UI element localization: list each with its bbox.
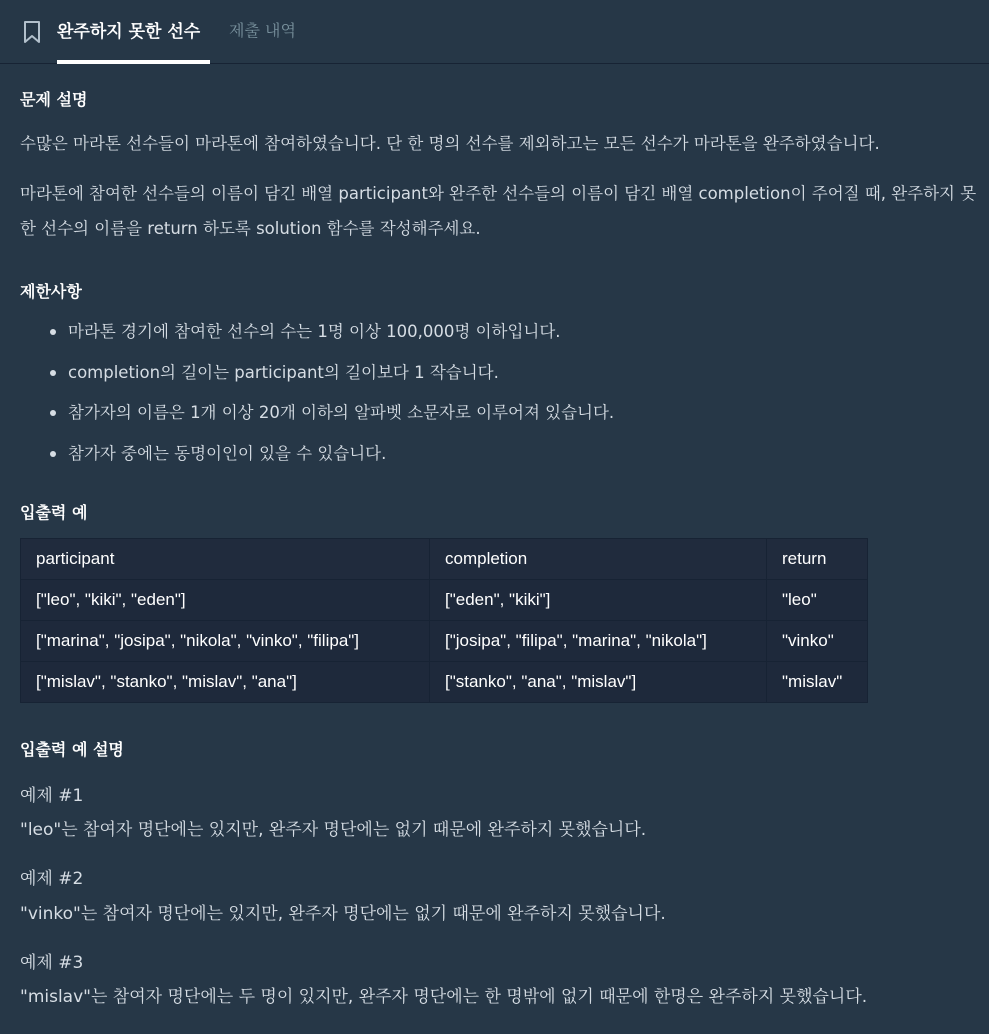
table-row [21,662,868,703]
column-header: participant [21,539,430,580]
description-paragraph-1: 수많은 마라톤 선수들이 마라톤에 참여하였습니다. 단 한 명의 선수를 제외하고는 모든 선수가 마라톤을 완주하였습니다. [20,134,880,153]
example-3-text: "mislav"는 참여자 명단에는 두 명이 있지만, 완주자 명단에는 한 명밖에 없기 때문에 한명은 완주하지 못했습니다. [20,987,868,1007]
column-header: completion [430,539,767,580]
table-header-row [21,539,868,580]
description-paragraph-2: 마라톤에 참여한 선수들의 이름이 담긴 배열 participant와 완주한 선수들의 이름이 담긴 배열 completion이 주어질 때, 완주하지 못한 선수의 이름을 return 하도록 solution 함수를 작성해주세요. [20,184,977,238]
active-tab-indicator [57,60,210,64]
constraints-list [48,320,614,482]
example-1-text: "leo"는 참여자 명단에는 있지만, 완주자 명단에는 없기 때문에 완주하지 못했습니다. [20,820,647,840]
tab-bar [0,0,989,64]
table-row [21,621,868,662]
constraints-heading: 제한사항 [20,282,82,301]
table-cell: "mislav" [767,662,868,703]
description-heading: 문제 설명 [20,90,88,109]
explanations-heading: 입출력 예 설명 [20,740,124,759]
table-cell: ["eden", "kiki"] [430,580,767,621]
example-3-title: 예제 #3 [20,953,84,973]
examples-heading: 입출력 예 [20,503,88,522]
examples-table [20,538,868,703]
column-header: return [767,539,868,580]
table-cell: ["marina", "josipa", "nikola", "vinko", "filipa"] [21,621,430,662]
tab-problem[interactable]: 완주하지 못한 선수 [57,22,201,42]
example-2-text: "vinko"는 참여자 명단에는 있지만, 완주자 명단에는 없기 때문에 완주하지 못했습니다. [20,904,666,924]
list-item: 참가자 중에는 동명이인이 있을 수 있습니다. [48,442,614,483]
table-cell: ["stanko", "ana", "mislav"] [430,662,767,703]
table-cell: ["josipa", "filipa", "marina", "nikola"] [430,621,767,662]
tab-submissions[interactable]: 제출 내역 [229,21,296,40]
example-1-title: 예제 #1 [20,786,84,806]
table-row [21,580,868,621]
example-2-title: 예제 #2 [20,869,84,889]
list-item: 마라톤 경기에 참여한 선수의 수는 1명 이상 100,000명 이하입니다. [48,320,614,361]
list-item: completion의 길이는 participant의 길이보다 1 작습니다. [48,361,614,402]
table-cell: "vinko" [767,621,868,662]
table-cell: "leo" [767,580,868,621]
table-cell: ["mislav", "stanko", "mislav", "ana"] [21,662,430,703]
table-cell: ["leo", "kiki", "eden"] [21,580,430,621]
list-item: 참가자의 이름은 1개 이상 20개 이하의 알파벳 소문자로 이루어져 있습니다. [48,401,614,442]
bookmark-icon[interactable] [22,20,42,44]
